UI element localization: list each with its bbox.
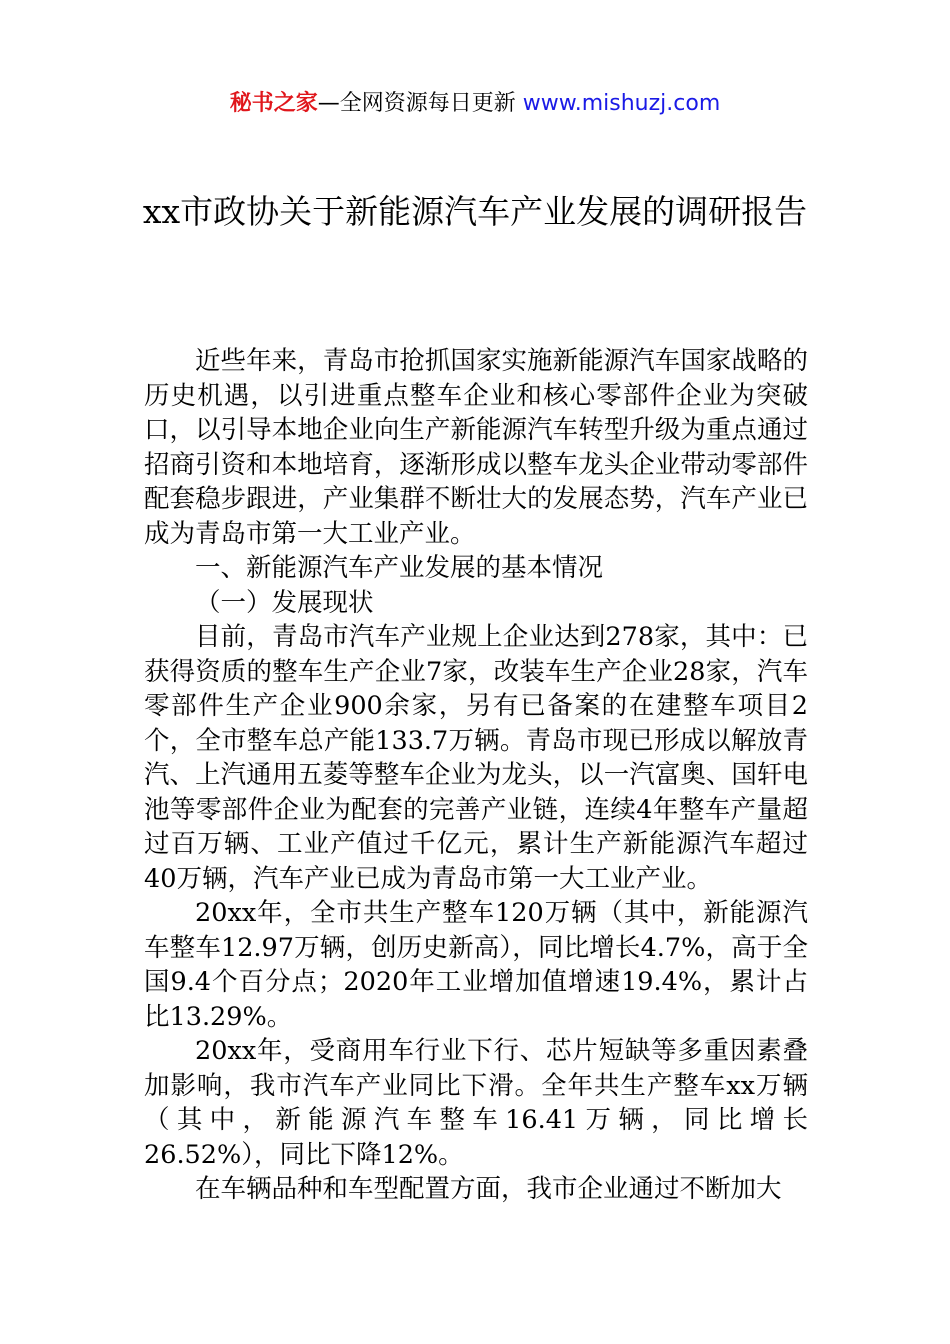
document-body (144, 344, 808, 1207)
header-tagline: —全网资源每日更新 (317, 91, 523, 116)
paragraph-vehicle-types: 在车辆品种和车型配置方面，我市企业通过不断加大 (195, 1174, 782, 1204)
paragraph-production-stats: 20xx年，全市共生产整车120万辆（其中，新能源汽车整车12.97万辆，创历史新高），同比增长4.7%，高于全国9.4个百分点；2020年工业增加值增速19.4%，累计占比13.29%。 (144, 898, 808, 1032)
document-title: xx市政协关于新能源汽车产业发展的调研报告 (142, 192, 808, 231)
subsection-heading-1: （一）发展现状 (195, 587, 374, 618)
paragraph-decline: 20xx年，受商用车行业下行、芯片短缺等多重因素叠加影响，我市汽车产业同比下滑。全年共生产整车xx万辆（其中，新能源汽车整车16.41万辆，同比增长26.52%），同比下降12%。 (144, 1036, 808, 1170)
paragraph-current-status: 目前，青岛市汽车产业规上企业达到278家，其中：已获得资质的整车生产企业7家，改装车生产企业28家，汽车零部件生产企业900余家，另有已备案的在建整车项目2个，全市整车总产能133.7万辆。青岛市现已形成以解放青汽、上汽通用五菱等整车企业为龙头，以一汽富奥、国轩电池等零部件企业为配套的完善产业链，连续4年整车产量超过百万辆、工业产值过千亿元，累计生产新能源汽车超过40万辆，汽车产业已成为青岛市第一大工业产业。 (144, 622, 808, 894)
brand-name: 秘书之家 (229, 91, 318, 116)
site-header (0, 88, 950, 120)
section-heading-1: 一、新能源汽车产业发展的基本情况 (195, 553, 604, 583)
paragraph-intro: 近些年来，青岛市抢抓国家实施新能源汽车国家战略的历史机遇，以引进重点整车企业和核心零部件企业为突破口，以引导本地企业向生产新能源汽车转型升级为重点通过招商引资和本地培育，逐渐形成以整车龙头企业带动零部件配套稳步跟进，产业集群不断壮大的发展态势，汽车产业已成为青岛市第一大工业产业。 (144, 346, 808, 549)
site-url[interactable]: www.mishuzj.com (522, 91, 721, 116)
